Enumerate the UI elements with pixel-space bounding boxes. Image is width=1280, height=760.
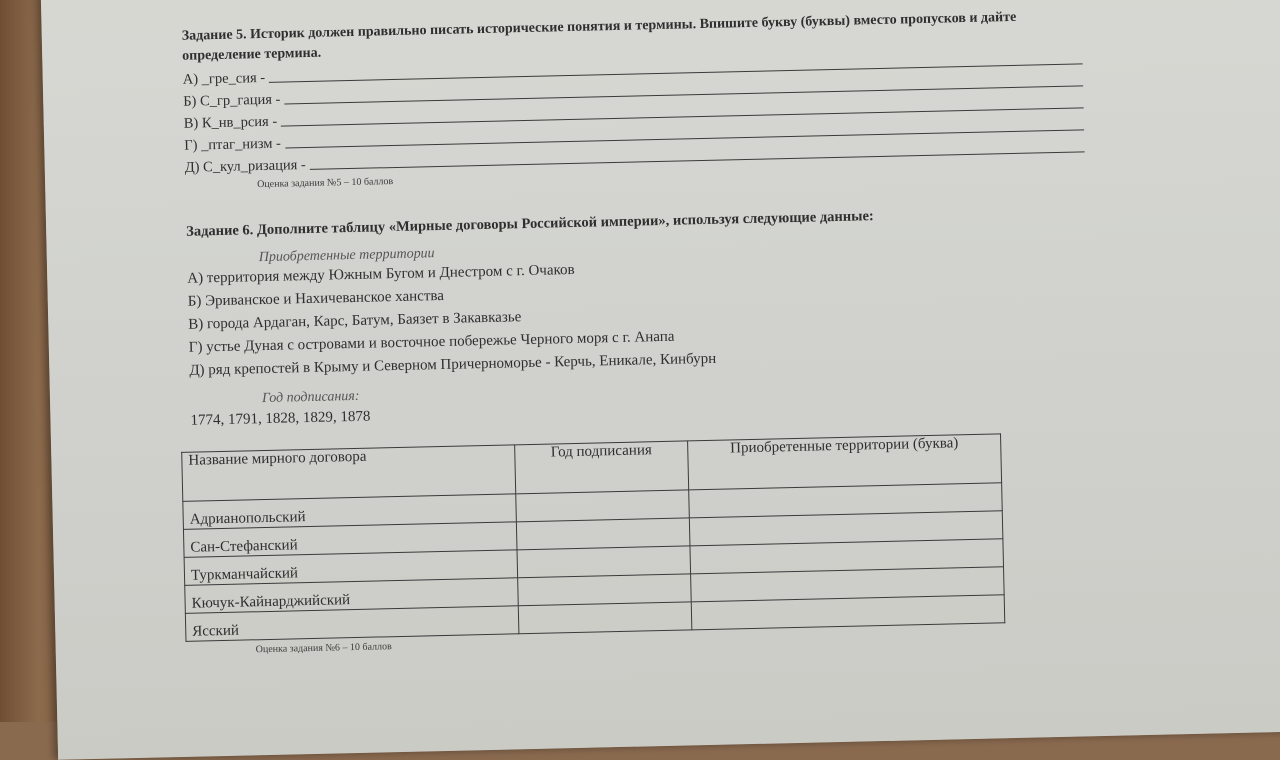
treaty-name-cell: Ясский <box>185 606 519 642</box>
treaties-table <box>181 433 1005 642</box>
treaty-name-cell: Сан-Стефанский <box>183 522 517 558</box>
column-header-territories: Приобретенные территории (буква) <box>688 434 1002 490</box>
task-6-score: Оценка задания №6 – 10 баллов <box>255 641 392 656</box>
task-5-score: Оценка задания №5 – 10 баллов <box>257 176 394 191</box>
treaty-name-cell: Адрианопольский <box>183 494 517 530</box>
task-5-line-b: Б) С_гр_гация - <box>183 68 1083 110</box>
year-cell[interactable] <box>516 490 690 522</box>
territory-item: В) города Ардаган, Карс, Батум, Баязет в Закавказье <box>188 309 522 333</box>
task-5-line-a: А) _гре_сия - <box>182 46 1082 88</box>
task-5 <box>182 6 1086 191</box>
territory-item: Г) устье Дуная с островами и восточное побережье Черного моря с г. Анапа <box>188 328 675 356</box>
territory-cell[interactable] <box>691 595 1005 630</box>
task-5-heading: Задание 5. Историк должен правильно писать исторические понятия и термины. Впишите букву (буквы) вместо пропусков и дайте определение термина. <box>181 9 1017 64</box>
task-5-line-v: В) К_нв_рсия - <box>183 90 1083 132</box>
year-cell[interactable] <box>517 546 691 578</box>
year-cell[interactable] <box>518 602 692 634</box>
territory-item: А) территория между Южным Бугом и Днестром с г. Очаков <box>187 261 575 287</box>
years-list: 1774, 1791, 1828, 1829, 1878 <box>190 408 371 429</box>
task-5-line-d: Д) С_кул_ризация - <box>184 134 1084 176</box>
task-5-line-g: Г) _птаг_низм - <box>184 112 1084 154</box>
territory-item: Б) Эриванское и Нахичеванское ханства <box>187 287 445 310</box>
column-header-treaty: Название мирного договора <box>182 445 516 502</box>
years-title: Год подписания: <box>261 388 360 407</box>
treaty-name-cell: Кючук-Кайнарджийский <box>185 578 519 614</box>
year-cell[interactable] <box>516 518 690 550</box>
paper-sheet <box>40 0 1280 760</box>
territory-item: Д) ряд крепостей в Крыму и Северном Причерноморье - Керчь, Еникале, Кинбурн <box>189 350 717 379</box>
column-header-year: Год подписания <box>515 441 689 494</box>
year-cell[interactable] <box>518 574 692 606</box>
task-6 <box>186 201 1096 656</box>
task-6-heading: Задание 6. Дополните таблицу «Мирные договоры Российской империи», используя следующие данные: <box>186 208 874 240</box>
worksheet-content <box>182 6 1096 656</box>
treaty-name-cell: Туркманчайский <box>184 550 518 586</box>
territories-title: Приобретенные территории <box>258 246 435 266</box>
